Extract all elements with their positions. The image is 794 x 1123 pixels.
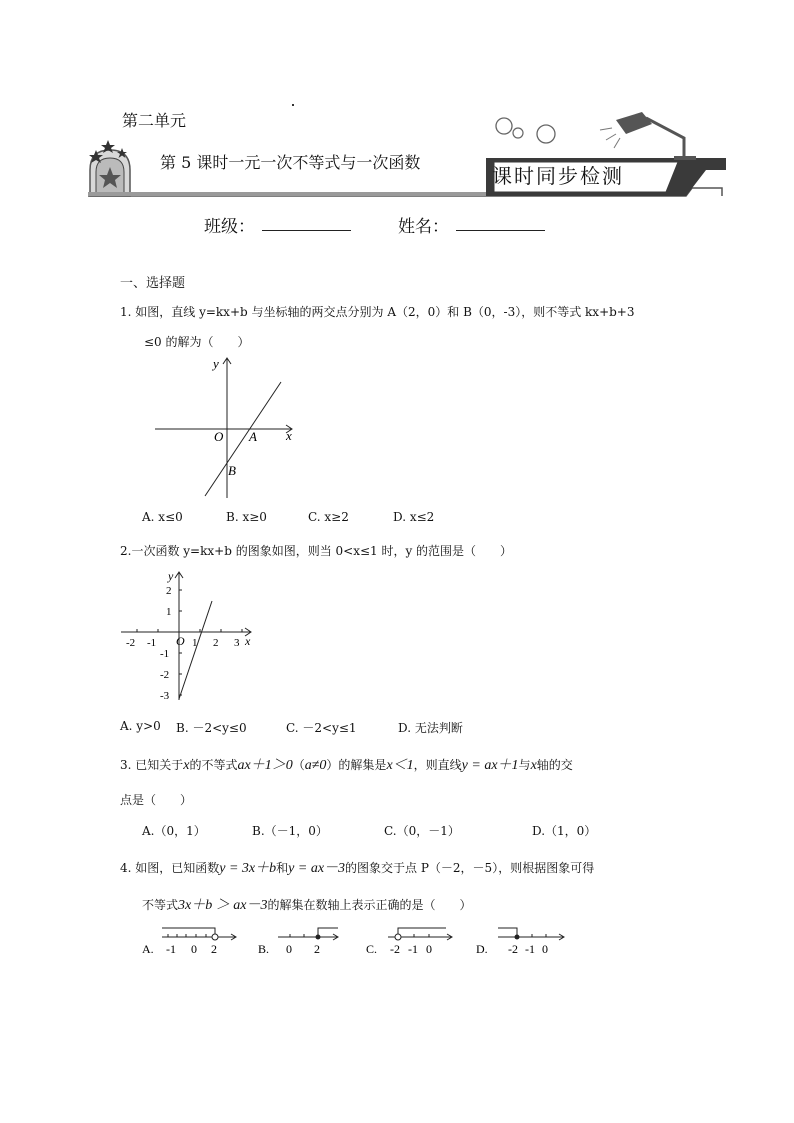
section-title: 一、选择题 <box>120 276 186 291</box>
q2-option-b[interactable]: B. －2<y≤0 <box>176 721 247 735</box>
q1-option-d[interactable]: D. x≤2 <box>393 510 435 524</box>
q4-function-1: y = 3x＋b <box>219 861 277 876</box>
q4-text: 4. 如图，已知函数 <box>120 861 220 875</box>
q3-var: x <box>530 758 537 773</box>
q2-origin-label: O <box>176 634 185 648</box>
q2-ytick: 2 <box>166 585 172 597</box>
q4-b-tick: 2 <box>314 942 320 956</box>
q1-stem-line2: ≤0 的解为（ ） <box>144 335 250 349</box>
q3-solution: x＜1 <box>386 758 414 773</box>
q1-x-label: x <box>286 428 292 443</box>
q3-text: ）的解集是 <box>326 758 387 772</box>
name-field[interactable] <box>456 230 545 231</box>
q4-d-tick: -2 <box>508 942 518 956</box>
q4-c-tick: 0 <box>426 942 432 956</box>
q3-option-a[interactable]: A.（0，1） <box>142 824 206 838</box>
q1-point-a-label: A <box>249 429 257 444</box>
q4-c-tick: -1 <box>408 942 418 956</box>
q3-option-d[interactable]: D.（1，0） <box>532 824 597 838</box>
q4-option-a: A. <box>142 942 154 956</box>
q4-text: 的解集在数轴上表示正确的是（ ） <box>267 898 472 912</box>
q3-text: 与 <box>518 758 531 772</box>
q4-number-lines <box>140 922 570 962</box>
lesson-title: 第 5 课时一元一次不等式与一次函数 <box>160 153 421 172</box>
q3-text: （ <box>292 758 305 772</box>
q1-origin-label: O <box>214 429 224 444</box>
q1-graph <box>150 350 310 505</box>
desk-lamp-icon <box>600 112 696 160</box>
q2-ytick: -2 <box>160 669 170 681</box>
q2-xtick: 2 <box>213 637 219 649</box>
q2-xtick: 1 <box>192 637 198 649</box>
q4-option-b: B. <box>258 942 270 956</box>
name-label: 姓名： <box>398 217 449 237</box>
q1-y-label: y <box>213 356 219 371</box>
q3-stem-line2: 点是（ ） <box>120 793 193 807</box>
q3-option-c[interactable]: C.（0，－1） <box>384 824 460 838</box>
q1-stem-line1: 1. 如图，直线 y=kx+b 与坐标轴的两交点分别为 A（2，0）和 B（0，-3），则不等式 kx+b+3 <box>120 305 635 319</box>
q1-option-c[interactable]: C. x≥2 <box>308 510 349 524</box>
q2-xtick: -1 <box>147 637 157 649</box>
q1-option-a[interactable]: A. x≤0 <box>142 510 183 524</box>
q4-a-tick: -1 <box>166 942 176 956</box>
banner-text: 课时同步检测 <box>492 164 624 188</box>
q3-text: 的不等式 <box>189 758 238 772</box>
class-field[interactable] <box>262 230 351 231</box>
unit-title: 第二单元 <box>122 111 187 130</box>
q4-option-d: D. <box>476 942 488 956</box>
q4-function-2: y = ax－3 <box>288 861 346 876</box>
q2-graph <box>116 566 261 706</box>
q4-text: 不等式 <box>142 898 179 912</box>
q2-option-a[interactable]: A. y>0 <box>120 719 161 733</box>
dot-mark <box>292 104 294 106</box>
q2-ytick: -1 <box>160 648 170 660</box>
class-label: 班级： <box>204 217 255 237</box>
q2-ytick: 1 <box>166 606 172 618</box>
q4-inequality: 3x＋b ＞ ax－3 <box>178 898 268 913</box>
q4-stem-line2 <box>142 894 471 914</box>
q4-c-tick: -2 <box>390 942 400 956</box>
q4-text: 的图象交于点 P（－2，－5），则根据图象可得 <box>345 861 595 875</box>
q1-option-b[interactable]: B. x≥0 <box>226 510 267 524</box>
q3-text: ，则直线 <box>413 758 462 772</box>
q4-stem-line1 <box>120 857 594 877</box>
q3-var: x <box>183 758 190 773</box>
q2-ytick: -3 <box>160 690 170 702</box>
q2-option-c[interactable]: C. －2<y≤1 <box>286 721 357 735</box>
q3-option-b[interactable]: B.（－1，0） <box>252 824 328 838</box>
q2-x-label: x <box>245 634 251 648</box>
q4-a-tick: 0 <box>191 942 197 956</box>
q2-xtick: -2 <box>126 637 136 649</box>
q4-b-tick: 0 <box>286 942 292 956</box>
q4-d-tick: 0 <box>542 942 548 956</box>
q2-y-label: y <box>168 569 174 583</box>
star-emblem-icon <box>89 140 130 196</box>
q2-xtick: 3 <box>234 637 240 649</box>
q1-point-b-label: B <box>228 463 236 478</box>
q3-line: y = ax＋1 <box>461 758 519 773</box>
q4-d-tick: -1 <box>525 942 535 956</box>
q3-stem-line1 <box>120 754 573 774</box>
q3-condition: a≠0 <box>304 758 327 773</box>
q3-text: 轴的交 <box>536 758 573 772</box>
q2-stem: 2.一次函数 y=kx+b 的图象如图，则当 0<x≤1 时，y 的范围是（ ） <box>120 544 513 558</box>
q3-inequality: ax＋1＞0 <box>237 758 293 773</box>
q2-option-d[interactable]: D. 无法判断 <box>398 721 463 735</box>
q4-a-tick: 2 <box>211 942 217 956</box>
q4-option-c: C. <box>366 942 378 956</box>
q3-text: 3. 已知关于 <box>120 758 184 772</box>
q4-text: 和 <box>276 861 289 875</box>
